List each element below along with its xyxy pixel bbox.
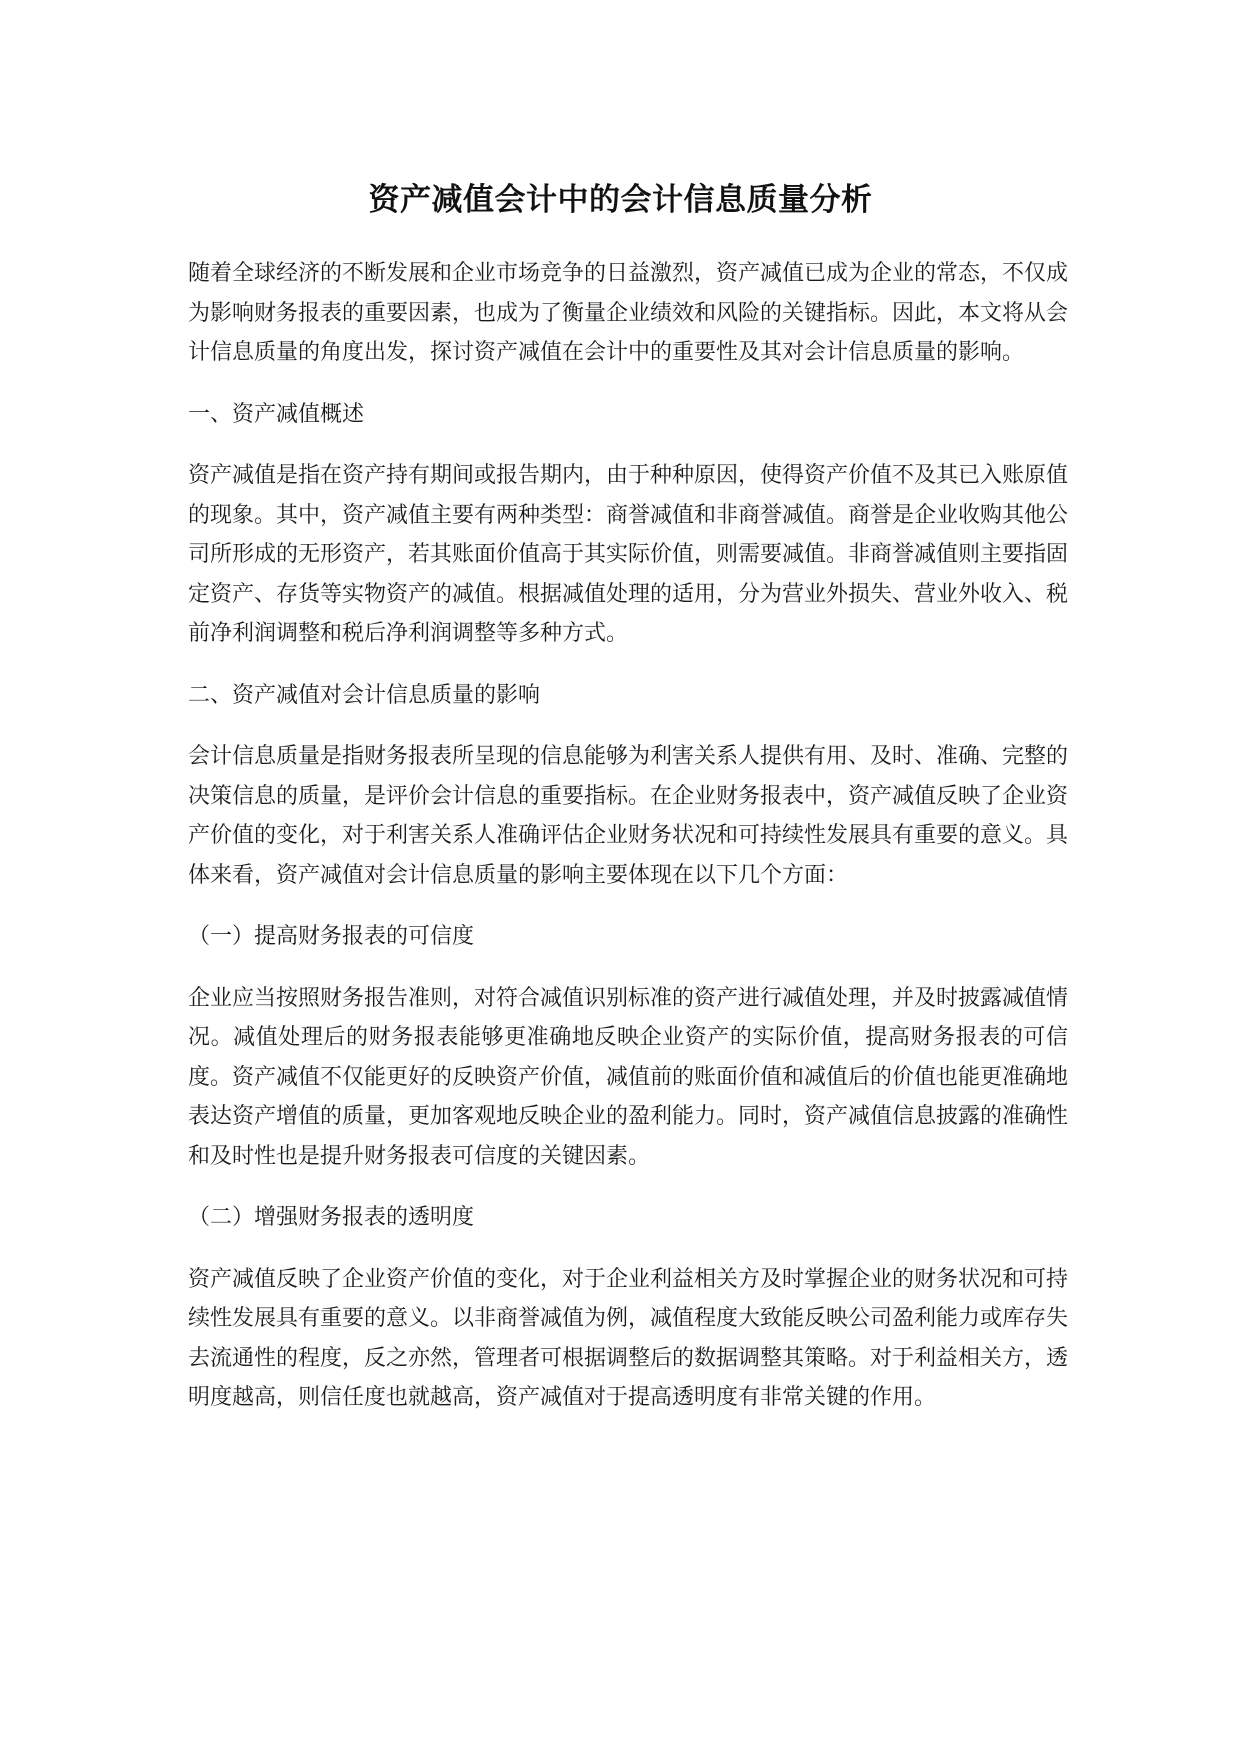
subsection-heading-2: （二）增强财务报表的透明度 xyxy=(188,1205,475,1230)
section-heading-2: 二、资产减值对会计信息质量的影响 xyxy=(188,682,541,708)
paragraph-section-1: 资产减值是指在资产持有期间或报告期内，由于种种原因，使得资产价值不及其已入账原值的现象。其中，资产减值主要有两种类型：商誉减值和非商誉减值。商誉是企业收购其他公司所形成的无形资产，若其账面价值高于其实际价值，则需要减值。非商誉减值则主要指固定资产、存货等实物资产的减值。根据减值处理的适用，分为营业外损失、营业外收入、税前净利润调整和税后净利润调整等多种方式。 xyxy=(188,463,1069,646)
document-body xyxy=(188,254,1068,1440)
document-title: 资产减值会计中的会计信息质量分析 xyxy=(368,182,873,218)
paragraph-intro: 随着全球经济的不断发展和企业市场竞争的日益激烈，资产减值已成为企业的常态，不仅成为影响财务报表的重要因素，也成为了衡量企业绩效和风险的关键指标。因此，本文将从会计信息质量的角度出发，探讨资产减值在会计中的重要性及其对会计信息质量的影响。 xyxy=(188,261,1069,365)
section-heading-1: 一、资产减值概述 xyxy=(188,401,365,427)
paragraph-subsection-1: 企业应当按照财务报告准则，对符合减值识别标准的资产进行减值处理，并及时披露减值情况。减值处理后的财务报表能够更准确地反映企业资产的实际价值，提高财务报表的可信度。资产减值不仅能更好的反映资产价值，减值前的账面价值和减值后的价值也能更准确地表达资产增值的质量，更加客观地反映企业的盈利能力。同时，资产减值信息披露的准确性和及时性也是提升财务报表可信度的关键因素。 xyxy=(188,985,1069,1169)
paragraph-section-2: 会计信息质量是指财务报表所呈现的信息能够为利害关系人提供有用、及时、准确、完整的决策信息的质量，是评价会计信息的重要指标。在企业财务报表中，资产减值反映了企业资产价值的变化，对于利害关系人准确评估企业财务状况和可持续性发展具有重要的意义。具体来看，资产减值对会计信息质量的影响主要体现在以下几个方面： xyxy=(188,744,1069,888)
subsection-heading-1: （一）提高财务报表的可信度 xyxy=(188,924,475,949)
paragraph-subsection-2: 资产减值反映了企业资产价值的变化，对于企业利益相关方及时掌握企业的财务状况和可持续性发展具有重要的意义。以非商誉减值为例，减值程度大致能反映公司盈利能力或库存失去流通性的程度，反之亦然，管理者可根据调整后的数据调整其策略。对于利益相关方，透明度越高，则信任度也就越高，资产减值对于提高透明度有非常关键的作用。 xyxy=(188,1266,1069,1410)
